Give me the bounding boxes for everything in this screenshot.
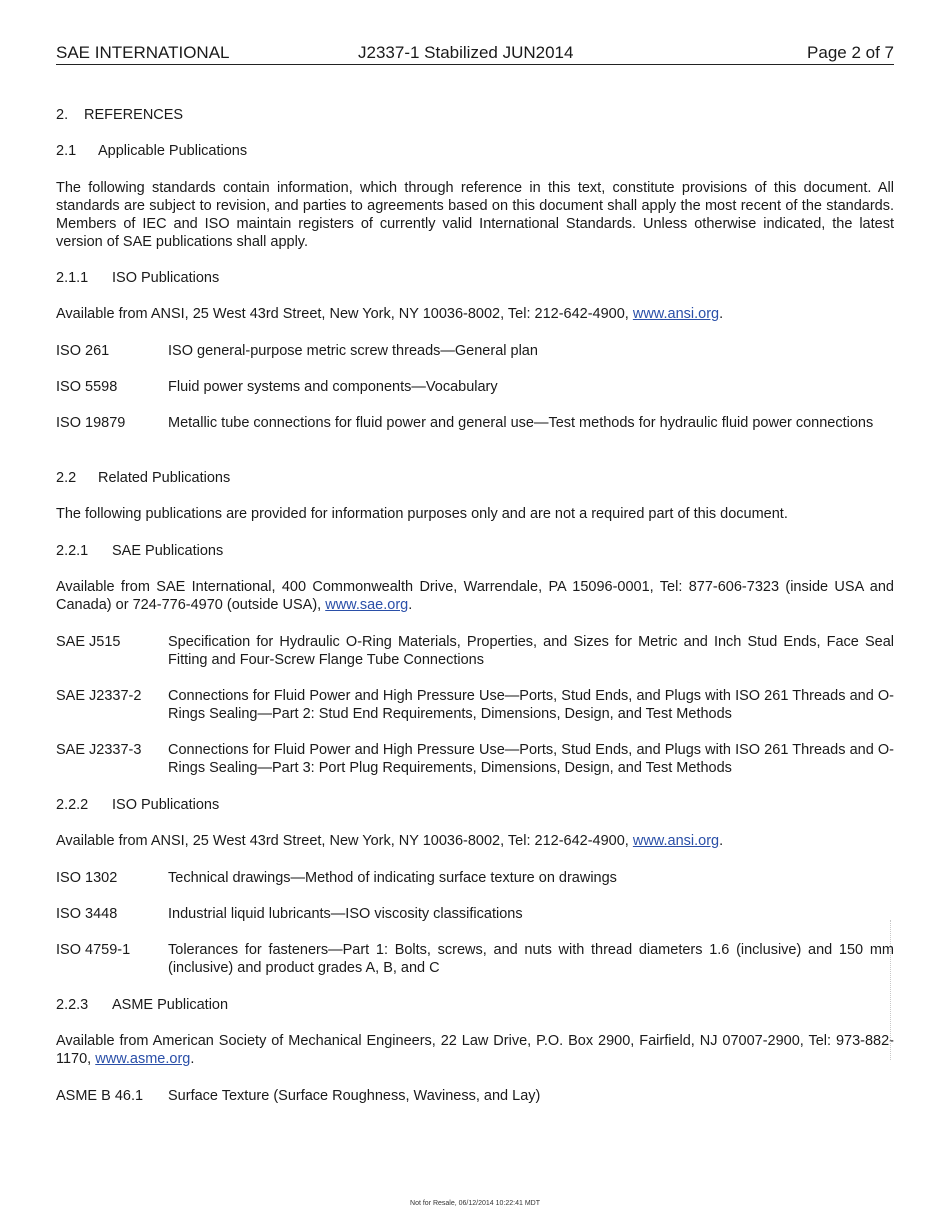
ansi-link[interactable]: www.ansi.org bbox=[632, 306, 720, 322]
header-organization: SAE INTERNATIONAL bbox=[56, 43, 230, 62]
section-2-heading: 2. REFERENCES bbox=[56, 107, 184, 123]
section-2-1-heading: 2.1 Applicable Publications bbox=[56, 143, 248, 159]
section-2-1-paragraph: The following standards contain information, which through reference in this text, constitute provisions of this document. All standards are subject to revision, and parties to agreements based on this document shall apply the most recent of the standards. Members of IEC and ISO maintain registers of currently valid International Standards. Unless otherwise indicated, the latest version of SAE publications shall apply. bbox=[56, 180, 894, 250]
reference-code: ISO 5598 bbox=[56, 379, 118, 395]
page-footer: Not for Resale, 06/12/2014 10:22:41 MDT bbox=[410, 1200, 540, 1207]
page-header bbox=[56, 43, 894, 65]
reference-title: Specification for Hydraulic O-Ring Materials, Properties, and Sizes for Metric and Inch Stud Ends, Face Seal Fitting and Four-Screw Flange Tube Connections bbox=[168, 634, 894, 668]
reference-title: Connections for Fluid Power and High Pressure Use—Ports, Stud Ends, and Plugs with ISO 261 Threads and O-Rings Sealing—Part 3: Port Plug Requirements, Dimensions, Design, and Test Methods bbox=[168, 742, 894, 776]
reference-title: Technical drawings—Method of indicating surface texture on drawings bbox=[168, 870, 617, 886]
reference-code: SAE J2337-2 bbox=[56, 688, 142, 704]
reference-code: SAE J2337-3 bbox=[56, 742, 142, 758]
header-page-number: Page 2 of 7 bbox=[807, 43, 894, 62]
reference-code: ISO 1302 bbox=[56, 870, 118, 886]
section-2-2-3-heading: 2.2.3 ASME Publication bbox=[56, 997, 229, 1013]
asme-link[interactable]: www.asme.org bbox=[95, 1051, 191, 1067]
reference-code: ISO 19879 bbox=[56, 415, 126, 431]
section-2-2-heading: 2.2 Related Publications bbox=[56, 470, 231, 486]
sae-availability: Available from SAE International, 400 Commonwealth Drive, Warrendale, PA 15096-0001, Tel: 877-606-7323 (inside USA and Canada) or 724-776-4970 (outside USA), www.sae.org. bbox=[56, 579, 894, 613]
asme-availability: Available from American Society of Mechanical Engineers, 22 Law Drive, P.O. Box 2900, Fairfield, NJ 07007-2900, Tel: 973-882-1170, www.asme.org. bbox=[56, 1033, 894, 1067]
document-page bbox=[56, 0, 894, 1230]
section-2-2-2-heading: 2.2.2 ISO Publications bbox=[56, 797, 220, 813]
ansi-availability: Available from ANSI, 25 West 43rd Street, New York, NY 10036-8002, Tel: 212-642-4900, www.ansi.org. bbox=[56, 833, 724, 849]
reference-code: ISO 3448 bbox=[56, 906, 118, 922]
reference-code: SAE J515 bbox=[56, 634, 121, 650]
reference-title: Tolerances for fasteners—Part 1: Bolts, screws, and nuts with thread diameters 1.6 (inclusive) and 150 mm (inclusive) and product grades A, B, and C bbox=[168, 942, 894, 976]
reference-code: ASME B 46.1 bbox=[56, 1088, 144, 1104]
reference-title: Metallic tube connections for fluid power and general use—Test methods for hydraulic fluid power connections bbox=[168, 415, 874, 431]
margin-dotted-line bbox=[890, 920, 892, 1060]
ansi-availability: Available from ANSI, 25 West 43rd Street, New York, NY 10036-8002, Tel: 212-642-4900, www.ansi.org. bbox=[56, 306, 724, 322]
reference-code: ISO 261 bbox=[56, 343, 110, 359]
ansi-link[interactable]: www.ansi.org bbox=[632, 833, 720, 849]
reference-title: Industrial liquid lubricants—ISO viscosity classifications bbox=[168, 906, 523, 922]
reference-title: ISO general-purpose metric screw threads—General plan bbox=[168, 343, 538, 359]
reference-code: ISO 4759-1 bbox=[56, 942, 131, 958]
section-2-2-1-heading: 2.2.1 SAE Publications bbox=[56, 543, 224, 559]
reference-title: Fluid power systems and components—Vocabulary bbox=[168, 379, 498, 395]
header-document-id: J2337-1 Stabilized JUN2014 bbox=[358, 43, 574, 62]
reference-title: Surface Texture (Surface Roughness, Waviness, and Lay) bbox=[168, 1088, 541, 1104]
section-2-2-paragraph: The following publications are provided for information purposes only and are not a required part of this document. bbox=[56, 506, 788, 522]
sae-link[interactable]: www.sae.org bbox=[325, 597, 409, 613]
section-2-1-1-heading: 2.1.1 ISO Publications bbox=[56, 270, 220, 286]
reference-title: Connections for Fluid Power and High Pressure Use—Ports, Stud Ends, and Plugs with ISO 261 Threads and O-Rings Sealing—Part 2: Stud End Requirements, Dimensions, Design, and Test Methods bbox=[168, 688, 894, 722]
